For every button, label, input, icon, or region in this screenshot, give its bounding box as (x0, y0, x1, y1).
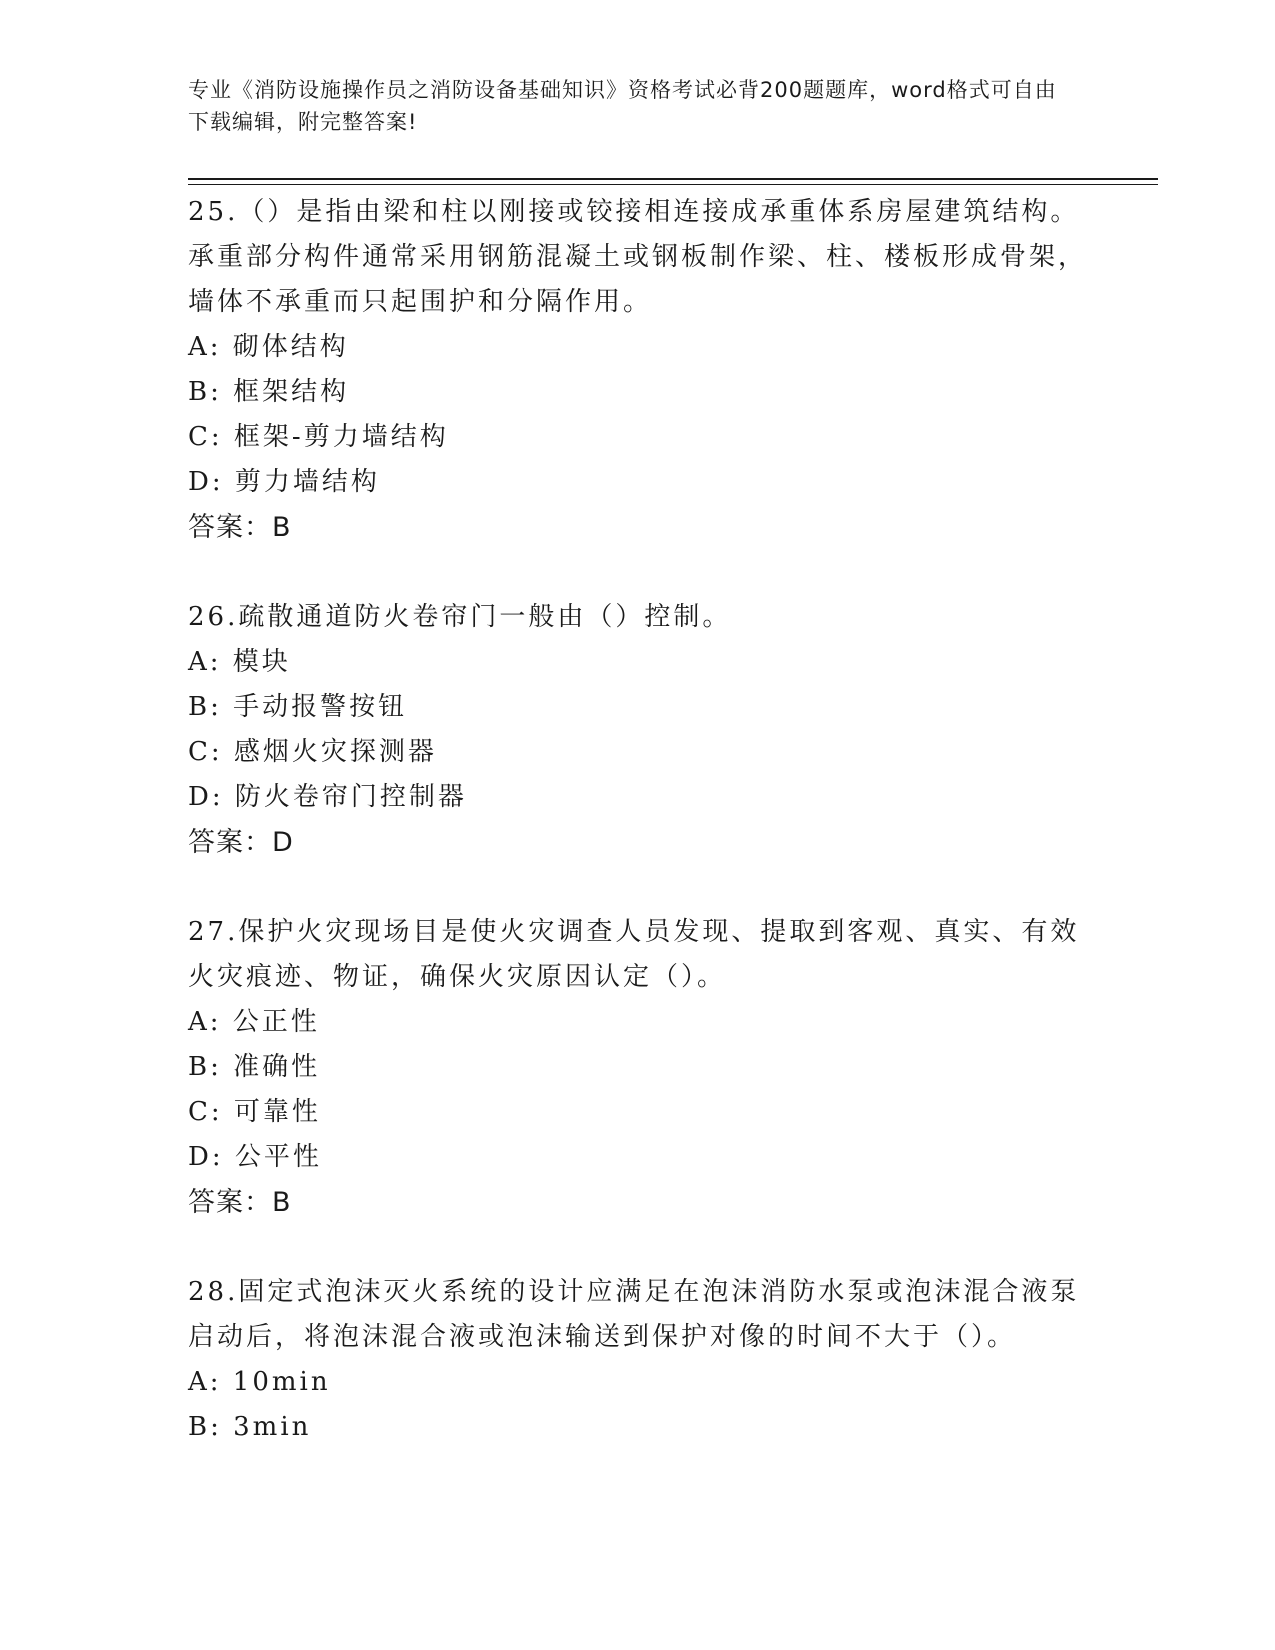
question-25 (188, 190, 1088, 550)
option-d: D: 公平性 (188, 1142, 322, 1172)
question-stem: 28.固定式泡沫灭火系统的设计应满足在泡沫消防水泵或泡沫混合液泵启动后，将泡沫混合液或泡沫输送到保护对像的时间不大于（）。 (188, 1277, 1080, 1352)
question-stem: 26.疏散通道防火卷帘门一般由（）控制。 (188, 602, 732, 632)
option-c: C: 感烟火灾探测器 (188, 737, 437, 767)
option-b: B: 3min (188, 1412, 312, 1442)
option-a: A: 10min (188, 1367, 331, 1397)
option-b: B: 框架结构 (188, 377, 350, 407)
question-stem: 27.保护火灾现场目是使火灾调查人员发现、提取到客观、真实、有效火灾痕迹、物证，确保火灾原因认定（）。 (188, 917, 1080, 992)
question-26 (188, 595, 1088, 865)
option-d: D: 防火卷帘门控制器 (188, 782, 467, 812)
answer: 答案：B (188, 1187, 292, 1218)
option-c: C: 框架-剪力墙结构 (188, 422, 449, 452)
option-b: B: 手动报警按钮 (188, 692, 408, 722)
answer: 答案：D (188, 827, 294, 858)
option-a: A: 砌体结构 (188, 332, 349, 362)
spacer (188, 550, 1088, 595)
question-list (188, 190, 1088, 1450)
header-divider-thin (188, 184, 1158, 185)
option-b: B: 准确性 (188, 1052, 321, 1082)
answer: 答案：B (188, 512, 292, 543)
spacer (188, 1225, 1088, 1270)
spacer (188, 865, 1088, 910)
question-stem: 25.（）是指由梁和柱以刚接或铰接相连接成承重体系房屋建筑结构。承重部分构件通常采用钢筋混凝土或钢板制作梁、柱、楼板形成骨架，墙体不承重而只起围护和分隔作用。 (188, 197, 1088, 317)
option-c: C: 可靠性 (188, 1097, 321, 1127)
option-a: A: 模块 (188, 647, 291, 677)
header-divider-thick (188, 178, 1158, 180)
option-a: A: 公正性 (188, 1007, 320, 1037)
question-28 (188, 1270, 1088, 1450)
document-header: 专业《消防设施操作员之消防设备基础知识》资格考试必背200题题库，word格式可自由下载编辑，附完整答案! (188, 78, 1057, 134)
option-d: D: 剪力墙结构 (188, 467, 380, 497)
question-27 (188, 910, 1088, 1225)
